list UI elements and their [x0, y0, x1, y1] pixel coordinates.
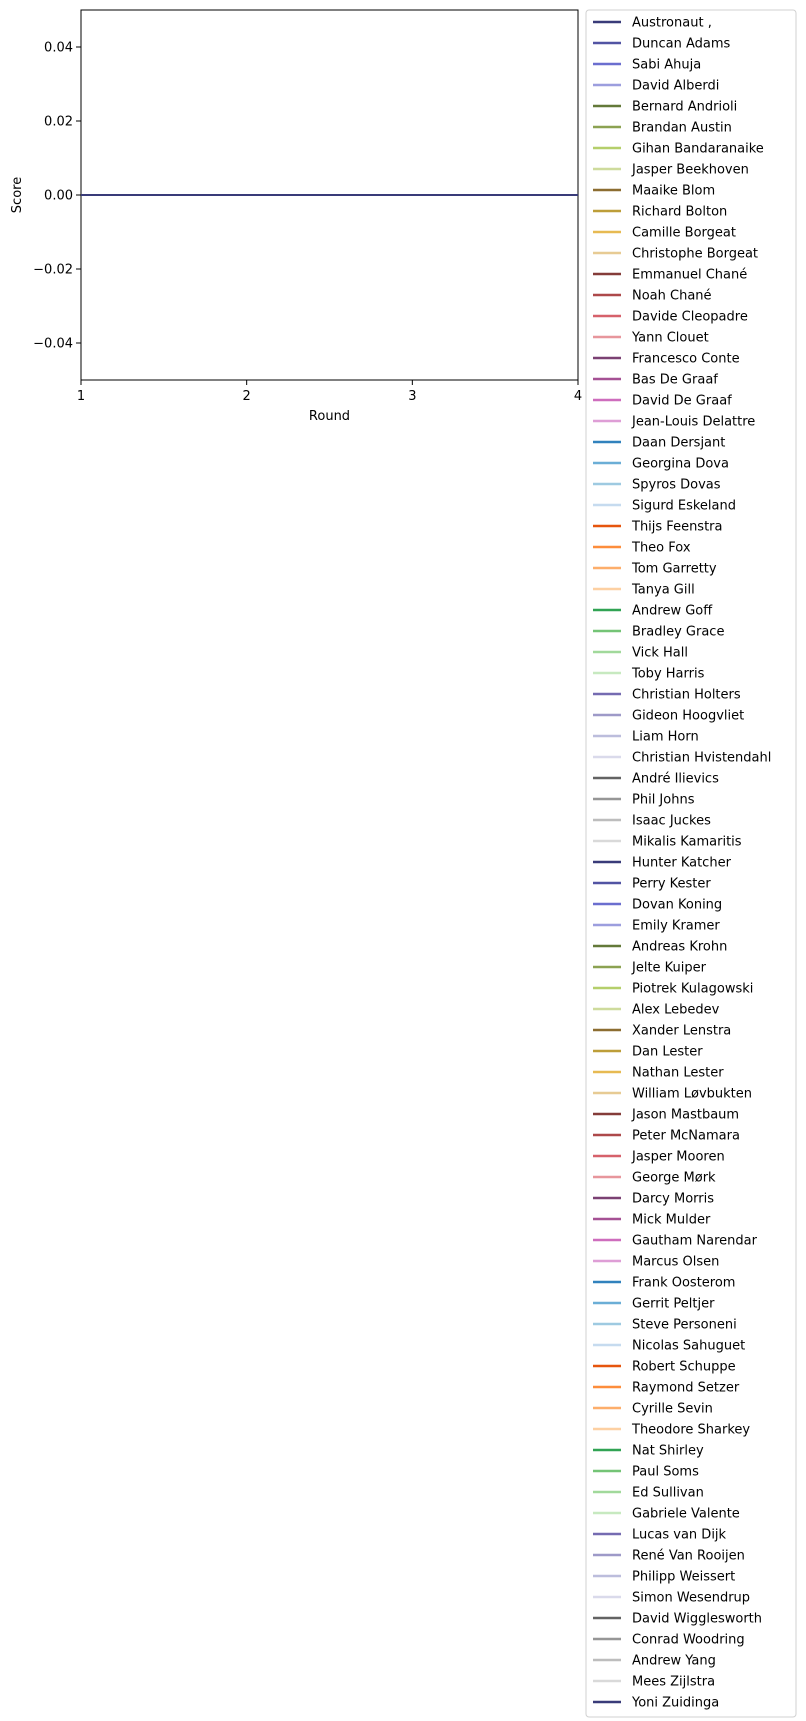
legend-label: George Mørk [632, 1170, 716, 1186]
legend-label: Christian Holters [632, 687, 741, 703]
legend-label: Gihan Bandaranaike [632, 141, 764, 157]
legend-label: Gabriele Valente [632, 1506, 740, 1522]
legend-label: Christophe Borgeat [632, 246, 759, 262]
x-tick-label: 2 [242, 389, 251, 404]
x-axis-label: Round [308, 409, 351, 424]
legend-label: Gideon Hoogvliet [632, 708, 745, 724]
legend-label: Sabi Ahuja [632, 57, 702, 73]
legend-label: Theo Fox [632, 540, 691, 556]
legend-label: Georgina Dova [632, 456, 729, 472]
x-tick-label: 3 [408, 389, 417, 404]
legend-label: Peter McNamara [632, 1128, 740, 1144]
legend-label: Darcy Morris [632, 1191, 715, 1207]
legend-label: Isaac Juckes [632, 813, 711, 829]
legend-label: Jasper Beekhoven [632, 162, 749, 178]
x-tick-label: 1 [76, 389, 86, 404]
legend-label: Theodore Sharkey [632, 1422, 751, 1438]
legend-label: Davide Cleopadre [632, 309, 748, 325]
legend-label: David De Graaf [632, 393, 732, 409]
legend-label: Spyros Dovas [632, 477, 721, 493]
axes [33, 41, 582, 405]
legend-label: Dovan Koning [632, 897, 723, 913]
y-tick-label: −0.02 [33, 262, 73, 278]
legend-label: Brandan Austin [632, 120, 732, 136]
legend-label: René Van Rooijen [632, 1548, 745, 1564]
legend-label: Bas De Graaf [632, 372, 718, 388]
legend-label: Conrad Woodring [632, 1632, 745, 1648]
legend-label: David Wigglesworth [632, 1611, 762, 1627]
legend-label: Nathan Lester [632, 1065, 724, 1081]
legend-label: Austronaut , [632, 15, 712, 31]
legend-label: Marcus Olsen [632, 1254, 720, 1270]
legend-label: Maaike Blom [632, 183, 716, 199]
legend-label: Frank Oosterom [632, 1275, 736, 1291]
legend-label: Gautham Narendar [632, 1233, 757, 1249]
legend-label: Bernard Andrioli [632, 99, 738, 115]
legend [586, 10, 796, 1717]
legend-label: Jelte Kuiper [632, 960, 706, 976]
legend-label: Jason Mastbaum [632, 1107, 740, 1123]
legend-label: Emmanuel Chané [632, 267, 748, 283]
legend-label: William Løvbukten [632, 1086, 753, 1102]
y-tick-label: 0.00 [44, 188, 73, 204]
legend-label: André Ilievics [632, 771, 719, 787]
legend-label: Piotrek Kulagowski [632, 981, 754, 997]
legend-label: Jasper Mooren [632, 1149, 725, 1165]
legend-label: Gerrit Peltjer [632, 1296, 715, 1312]
legend-label: Bradley Grace [632, 624, 725, 640]
legend-label: Richard Bolton [632, 204, 728, 220]
legend-label: Andrew Yang [632, 1653, 716, 1669]
plot-area [10, 10, 582, 424]
legend-label: Thijs Feenstra [632, 519, 723, 535]
y-tick-label: 0.04 [44, 40, 73, 56]
legend-label: Emily Kramer [632, 918, 720, 934]
legend-label: Daan Dersjant [632, 435, 726, 451]
legend-label: Xander Lenstra [632, 1023, 732, 1039]
legend-label: Cyrille Sevin [632, 1401, 713, 1417]
legend-label: Noah Chané [632, 288, 712, 304]
legend-label: Jean-Louis Delattre [632, 414, 756, 430]
legend-label: Lucas van Dijk [632, 1527, 727, 1543]
legend-label: Andreas Krohn [632, 939, 728, 955]
y-tick-label: −0.04 [33, 336, 73, 352]
legend-label: Mikalis Kamaritis [632, 834, 742, 850]
legend-label: Toby Harris [632, 666, 705, 682]
legend-label: Nicolas Sahuguet [632, 1338, 746, 1354]
legend-label: Perry Kester [632, 876, 711, 892]
y-axis-label: Score [10, 176, 25, 214]
legend-label: Vick Hall [632, 645, 688, 661]
legend-label: Andrew Goff [632, 603, 713, 619]
legend-label: Yoni Zuidinga [632, 1695, 720, 1711]
legend-label: David Alberdi [632, 78, 720, 94]
legend-label: Sigurd Eskeland [632, 498, 736, 514]
legend-label: Camille Borgeat [632, 225, 736, 241]
legend-label: Tanya Gill [632, 582, 695, 598]
legend-label: Yann Clouet [632, 330, 709, 346]
y-tick-label: 0.02 [44, 114, 73, 130]
legend-label: Francesco Conte [632, 351, 740, 367]
legend-label: Ed Sullivan [632, 1485, 704, 1501]
legend-label: Philipp Weissert [632, 1569, 736, 1585]
legend-label: Robert Schuppe [632, 1359, 736, 1375]
legend-label: Phil Johns [632, 792, 695, 808]
legend-label: Tom Garretty [632, 561, 717, 577]
legend-label: Duncan Adams [632, 36, 731, 52]
legend-label: Liam Horn [632, 729, 699, 745]
legend-label: Paul Soms [632, 1464, 699, 1480]
legend-label: Christian Hvistendahl [632, 750, 772, 766]
legend-label: Mick Mulder [632, 1212, 711, 1228]
legend-label: Alex Lebedev [632, 1002, 720, 1018]
legend-label: Raymond Setzer [632, 1380, 740, 1396]
x-tick-label: 4 [573, 389, 583, 404]
legend-label: Mees Zijlstra [632, 1674, 716, 1690]
legend-label: Simon Wesendrup [632, 1590, 751, 1606]
legend-label: Steve Personeni [632, 1317, 737, 1333]
legend-label: Dan Lester [632, 1044, 703, 1060]
legend-label: Hunter Katcher [632, 855, 731, 871]
legend-label: Nat Shirley [632, 1443, 704, 1459]
